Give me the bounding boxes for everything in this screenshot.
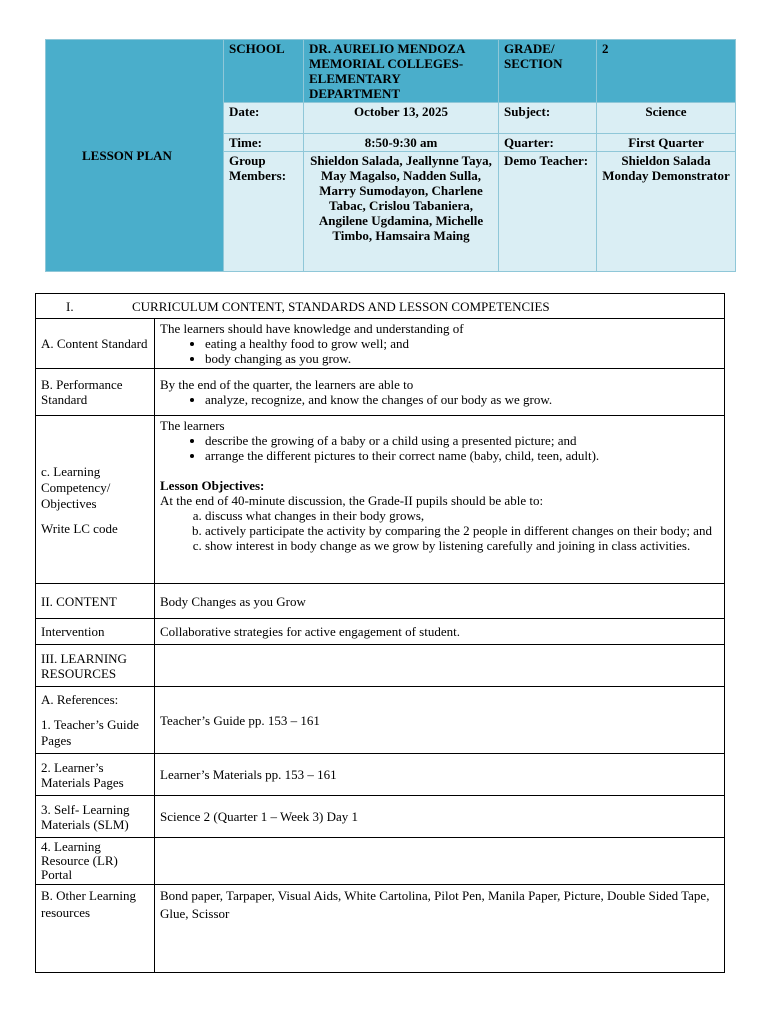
slm-value: Science 2 (Quarter 1 – Week 3) Day 1 <box>155 796 725 838</box>
lesson-objectives-heading: Lesson Objectives: <box>160 478 265 493</box>
list-item: • analyze, recognize, and know the changes of our body as we grow. <box>205 392 719 407</box>
content-standard-cell <box>155 319 725 369</box>
references-label-cell <box>36 687 155 754</box>
competency-cell <box>155 416 725 584</box>
quarter-label: Quarter: <box>499 134 597 152</box>
content-standard-label: A. Content Standard <box>36 319 155 369</box>
lesson-plan-title: LESSON PLAN <box>46 40 224 272</box>
intervention-value: Collaborative strategies for active engagement of student. <box>155 619 725 645</box>
slm-label: 3. Self- Learning Materials (SLM) <box>36 796 155 838</box>
group-members-value: Shieldon Salada, Jeallynne Taya, May Magalso, Nadden Sulla, Marry Sumodayon, Charlene Tabac, Crislou Tabaniera, Angilene Ugdamina, Michelle Timbo, Hamsaira Maing <box>304 152 499 272</box>
time-value: 8:50-9:30 am <box>304 134 499 152</box>
learning-resources-value <box>155 645 725 687</box>
competency-list <box>160 433 719 463</box>
performance-standard-label: B. Performance Standard <box>36 369 155 416</box>
teachers-guide-value: Teacher’s Guide pp. 153 – 161 <box>155 687 725 754</box>
date-label: Date: <box>224 103 304 134</box>
references-label: A. References: <box>41 691 119 707</box>
competency-intro: The learners <box>160 418 225 433</box>
section-title: CURRICULUM CONTENT, STANDARDS AND LESSON COMPETENCIES <box>132 298 550 314</box>
learners-materials-value: Learner’s Materials pp. 153 – 161 <box>155 754 725 796</box>
date-value: October 13, 2025 <box>304 103 499 134</box>
school-name: DR. AURELIO MENDOZA MEMORIAL COLLEGES-ELEMENTARY DEPARTMENT <box>304 40 499 103</box>
grade-section-label: GRADE/ SECTION <box>499 40 597 103</box>
lesson-plan-main-table <box>35 293 725 973</box>
subject-label: Subject: <box>499 103 597 134</box>
performance-standard-intro: By the end of the quarter, the learners are able to <box>160 377 414 392</box>
subject-value: Science <box>597 103 736 134</box>
grade-section-value: 2 <box>597 40 736 103</box>
list-item: • eating a healthy food to grow well; and <box>205 336 719 351</box>
competency-label: c. Learning Competency/ Objectives <box>41 463 111 511</box>
demo-teacher-label: Demo Teacher: <box>499 152 597 272</box>
lr-portal-label: 4. Learning Resource (LR) Portal <box>36 838 155 885</box>
lesson-objectives-intro: At the end of 40-minute discussion, the Grade-II pupils should be able to: <box>160 493 544 508</box>
list-item: b. actively participate the activity by comparing the 2 people in different changes on their body; and <box>205 523 719 538</box>
learning-resources-label: III. LEARNING RESOURCES <box>36 645 155 687</box>
other-resources-label: B. Other Learning resources <box>36 885 155 973</box>
list-item: • body changing as you grow. <box>205 351 719 366</box>
list-item: a. discuss what changes in their body grows, <box>205 508 719 523</box>
time-label: Time: <box>224 134 304 152</box>
lesson-plan-header-table <box>45 39 736 272</box>
performance-standard-cell <box>155 369 725 416</box>
content-standard-intro: The learners should have knowledge and understanding of <box>160 321 464 336</box>
section-number: I. <box>66 298 74 314</box>
school-label: SCHOOL <box>224 40 304 103</box>
content-value: Body Changes as you Grow <box>155 584 725 619</box>
list-item: • arrange the different pictures to their correct name (baby, child, teen, adult). <box>205 448 719 463</box>
section-curriculum-heading <box>36 294 725 319</box>
group-members-label: Group Members: <box>224 152 304 272</box>
learners-materials-label: 2. Learner’s Materials Pages <box>36 754 155 796</box>
performance-standard-list <box>160 392 719 407</box>
teachers-guide-label: 1. Teacher’s Guide Pages <box>41 716 139 748</box>
demo-teacher-value: Shieldon Salada Monday Demonstrator <box>597 152 736 272</box>
list-item: • describe the growing of a baby or a child using a presented picture; and <box>205 433 719 448</box>
quarter-value: First Quarter <box>597 134 736 152</box>
lesson-objectives-list <box>160 508 719 553</box>
content-standard-list <box>160 336 719 366</box>
intervention-label: Intervention <box>36 619 155 645</box>
other-resources-value: Bond paper, Tarpaper, Visual Aids, White Cartolina, Pilot Pen, Manila Paper, Picture, Double Sided Tape, Glue, Scissor <box>155 885 725 973</box>
lc-code-label: Write LC code <box>41 520 118 536</box>
content-label: II. CONTENT <box>36 584 155 619</box>
competency-label-cell <box>36 416 155 584</box>
list-item: c. show interest in body change as we grow by listening carefully and joining in class activities. <box>205 538 719 553</box>
lr-portal-value <box>155 838 725 885</box>
